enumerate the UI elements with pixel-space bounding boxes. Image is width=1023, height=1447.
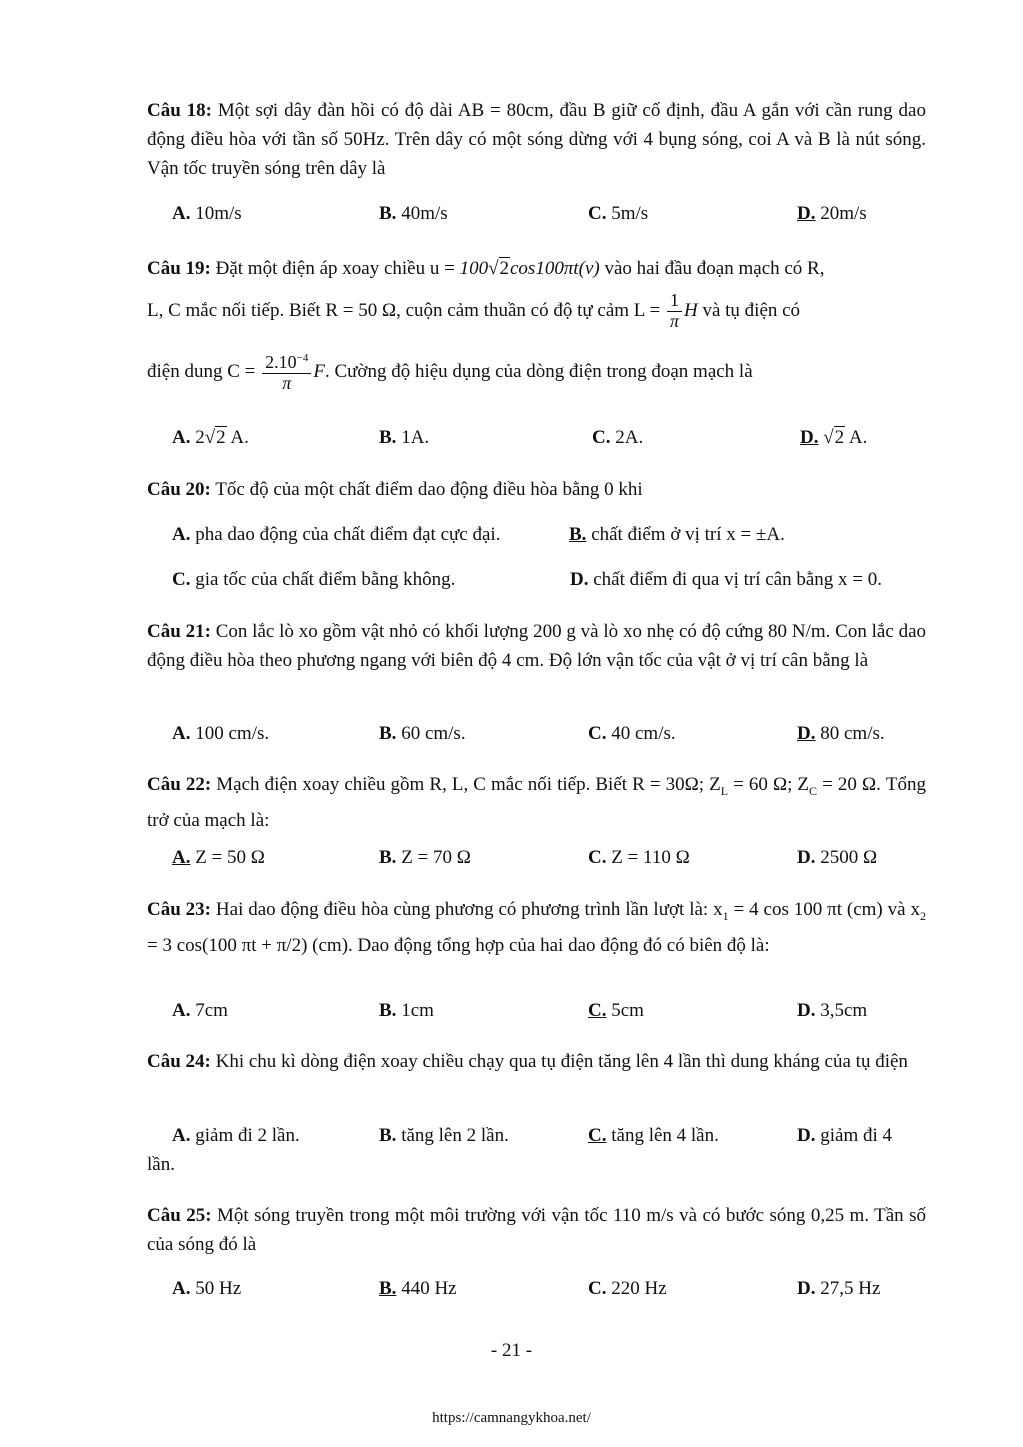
- footer-url: https://camnangykhoa.net/: [432, 1410, 591, 1426]
- option-c: C. Z = 110 Ω: [588, 847, 690, 868]
- option-a: A. 50 Hz: [172, 1278, 242, 1299]
- answer-options-19: [172, 423, 932, 452]
- option-b: B. Z = 70 Ω: [379, 847, 471, 868]
- question-20: [147, 475, 926, 504]
- question-19-line-3: điện dung C = $\frac{2.10^{-4}}{\pi}$ F. Cường độ hiệu dụng của dòng điện trong đoạn mạch là: [147, 351, 753, 393]
- page-number: - 21 -: [490, 1340, 533, 1361]
- option-b: B. 40m/s: [379, 203, 448, 224]
- option-c: C. tăng lên 4 lần.: [588, 1125, 719, 1146]
- question-text: Một sợi dây đàn hồi có độ dài AB = 80cm, đầu B giữ cố định, đầu A gắn với cần rung dao động điều hòa với tần số 50Hz. Trên dây có một sóng dừng với 4 bụng sóng, coi A và B là nút sóng. Vận tốc truyền sóng trên dây là: [147, 100, 926, 179]
- option-c: C. gia tốc của chất điểm bằng không.: [172, 569, 456, 590]
- answer-options-22: [172, 843, 932, 872]
- answer-options-25: [172, 1274, 932, 1303]
- question-18: [147, 96, 926, 183]
- option-b: B. 1A.: [379, 427, 430, 448]
- question-23: Câu 23: Hai dao động điều hòa cùng phương có phương trình lần lượt là: $x_1 = 4$ cos 100 πt (cm) và $x_2 = 3$ cos(100 πt + π/2) (cm). Dao động tổng hợp của hai dao động đó có biên độ là:: [147, 899, 926, 956]
- question-text: Tốc độ của một chất điểm dao động điều hòa bằng 0 khi: [210, 479, 643, 500]
- answer-options-20-row-1: [172, 520, 932, 549]
- option-a: A. giảm đi 2 lần.: [172, 1125, 300, 1146]
- option-b: B. 1cm: [379, 1000, 434, 1021]
- option-d: D. 27,5 Hz: [797, 1278, 881, 1299]
- option-b: B. tăng lên 2 lần.: [379, 1125, 509, 1146]
- question-label: Câu 22:: [147, 774, 212, 795]
- capacitance-fraction: $\frac{2.10^{-4}}{\pi}$: [262, 352, 311, 394]
- question-label: Câu 23:: [147, 899, 212, 920]
- question-label: Câu 20:: [147, 479, 211, 500]
- question-25: [147, 1201, 926, 1259]
- option-c: C. 40 cm/s.: [588, 723, 676, 744]
- option-d: D. 20m/s: [797, 203, 867, 224]
- option-d: D. giảm đi 4: [797, 1125, 893, 1146]
- inductance-fraction: $\frac{1}{\pi}$: [667, 291, 682, 332]
- question-label: Câu 24:: [147, 1051, 211, 1072]
- option-a: A. 10m/s: [172, 203, 242, 224]
- option-c: C. 5m/s: [588, 203, 649, 224]
- question-label: Câu 25:: [147, 1205, 212, 1226]
- question-label: Câu 19:: [147, 258, 211, 279]
- question-label: Câu 18:: [147, 100, 213, 121]
- option-b: B. 60 cm/s.: [379, 723, 466, 744]
- question-label: Câu 21:: [147, 621, 211, 642]
- option-a: A. 2√2 A.: [172, 427, 249, 448]
- option-d: D. 80 cm/s.: [797, 723, 885, 744]
- option-a: A. Z = 50 Ω: [172, 847, 265, 868]
- option-a: A. 7cm: [172, 1000, 228, 1021]
- option-a: A. 100 cm/s.: [172, 723, 270, 744]
- question-19-line-1: Câu 19: Đặt một điện áp xoay chiều u = 100√2cos100πt(v) vào hai đầu đoạn mạch có R,: [147, 254, 926, 283]
- answer-options-21: [172, 719, 932, 748]
- option-a: A. pha dao động của chất điểm đạt cực đại.: [172, 524, 501, 545]
- option-b: B. chất điểm ở vị trí x = ±A.: [569, 524, 785, 545]
- option-d: D. chất điểm đi qua vị trí cân bằng x = 0.: [570, 569, 883, 590]
- option-c: C. 2A.: [592, 427, 644, 448]
- question-22: Câu 22: Mạch điện xoay chiều gồm R, L, C mắc nối tiếp. Biết R = 30Ω; $Z_L = 60$ Ω; $Z_C = 20$ Ω. Tổng trở của mạch là:: [147, 774, 926, 831]
- question-24: [147, 1047, 926, 1076]
- question-text: Một sóng truyền trong một môi trường với vận tốc 110 m/s và có bước sóng 0,25 m. Tần số của sóng đó là: [147, 1205, 926, 1255]
- option-b: B. 440 Hz: [379, 1278, 457, 1299]
- answer-options-23: [172, 996, 932, 1025]
- question-21: [147, 617, 926, 675]
- question-text: Con lắc lò xo gồm vật nhỏ có khối lượng 200 g và lò xo nhẹ có độ cứng 80 N/m. Con lắc dao động điều hòa theo phương ngang với biên độ 4 cm. Độ lớn vận tốc của vật ở vị trí cân bằng là: [147, 621, 926, 671]
- option-d: D. 3,5cm: [797, 1000, 868, 1021]
- answer-options-18: [172, 199, 932, 228]
- option-d: D. 2500 Ω: [797, 847, 878, 868]
- option-d: D. √2 A.: [800, 427, 868, 448]
- answer-options-24: [172, 1121, 932, 1150]
- sqrt-symbol: √2: [488, 258, 509, 279]
- option-d-wrap: lần.: [147, 1154, 175, 1175]
- option-c: C. 5cm: [588, 1000, 644, 1021]
- answer-options-20-row-2: [172, 565, 932, 594]
- question-19-line-2: L, C mắc nối tiếp. Biết R = 50 Ω, cuộn cảm thuần có độ tự cảm L = $\frac{1}{\pi}$ H và tụ điện có: [147, 290, 801, 332]
- option-c: C. 220 Hz: [588, 1278, 667, 1299]
- question-text: Khi chu kì dòng điện xoay chiều chạy qua tụ điện tăng lên 4 lần thì dung kháng của tụ điện: [210, 1051, 908, 1072]
